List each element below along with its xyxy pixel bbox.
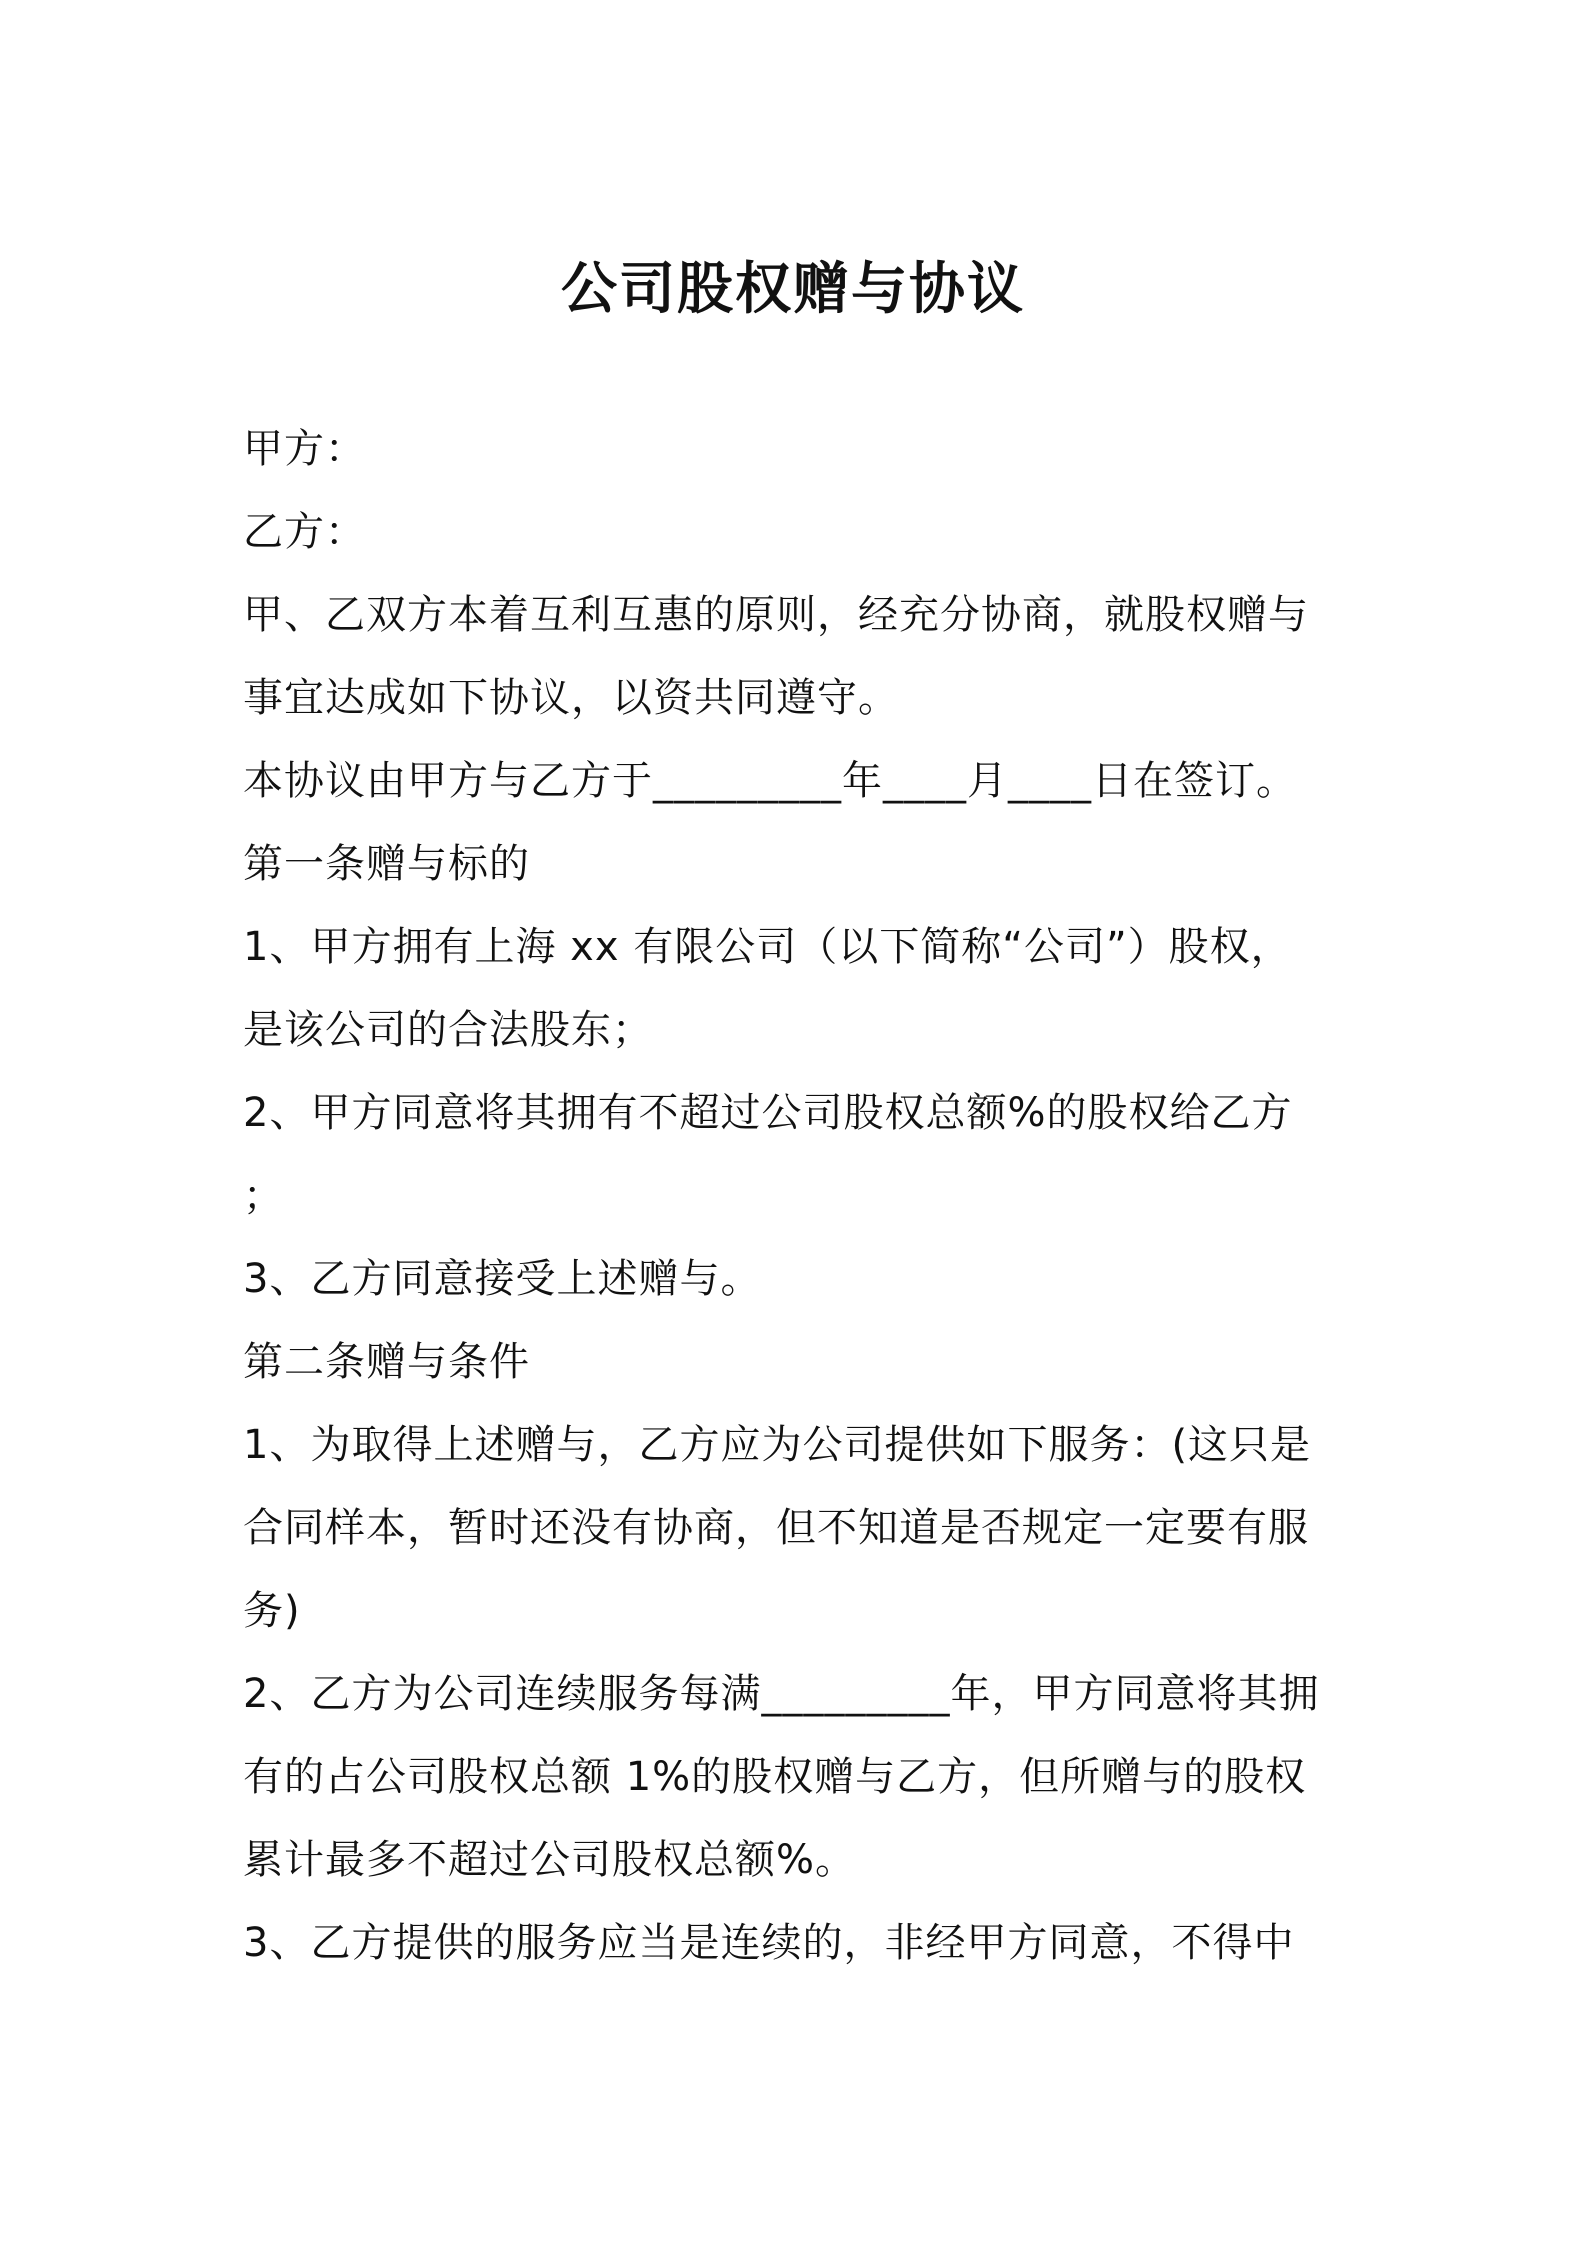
article-1-clause-3: 3、乙方同意接受上述赠与。 xyxy=(243,1256,762,1302)
article-1-clause-2-line-1: 2、甲方同意将其拥有不超过公司股权总额%的股权给乙方 xyxy=(243,1090,1293,1136)
article-1-clause-1-line-1: 1、甲方拥有上海 xx 有限公司（以下简称“公司”）股权， xyxy=(243,924,1292,970)
article-1-heading: 第一条赠与标的 xyxy=(243,841,530,887)
signing-date-line: 本协议由甲方与乙方于_________年____月____日在签订。 xyxy=(243,758,1297,804)
article-2-clause-1-line-2: 合同样本，暂时还没有协商，但不知道是否规定一定要有服 xyxy=(243,1505,1309,1551)
preamble-line-2: 事宜达成如下协议，以资共同遵守。 xyxy=(243,675,899,721)
article-2-clause-1-line-1: 1、为取得上述赠与，乙方应为公司提供如下服务：(这只是 xyxy=(243,1422,1312,1468)
party-a-line: 甲方： xyxy=(243,426,366,472)
article-1-clause-1-line-2: 是该公司的合法股东； xyxy=(243,1007,653,1053)
party-b-line: 乙方： xyxy=(243,509,366,555)
document-title: 公司股权赠与协议 xyxy=(561,257,1025,322)
article-2-heading: 第二条赠与条件 xyxy=(243,1339,530,1385)
article-2-clause-2-line-3: 累计最多不超过公司股权总额%。 xyxy=(243,1837,857,1883)
article-2-clause-1-line-3: 务) xyxy=(243,1588,301,1634)
preamble-line-1: 甲、乙双方本着互利互惠的原则，经充分协商，就股权赠与 xyxy=(243,592,1309,638)
article-2-clause-2-line-2: 有的占公司股权总额 1%的股权赠与乙方，但所赠与的股权 xyxy=(243,1754,1307,1800)
article-2-clause-2-line-1: 2、乙方为公司连续服务每满_________年，甲方同意将其拥 xyxy=(243,1671,1320,1717)
article-1-clause-2-line-2: ； xyxy=(243,1173,284,1219)
article-2-clause-3-line-1: 3、乙方提供的服务应当是连续的，非经甲方同意，不得中 xyxy=(243,1920,1295,1966)
document-body xyxy=(243,408,1363,1985)
